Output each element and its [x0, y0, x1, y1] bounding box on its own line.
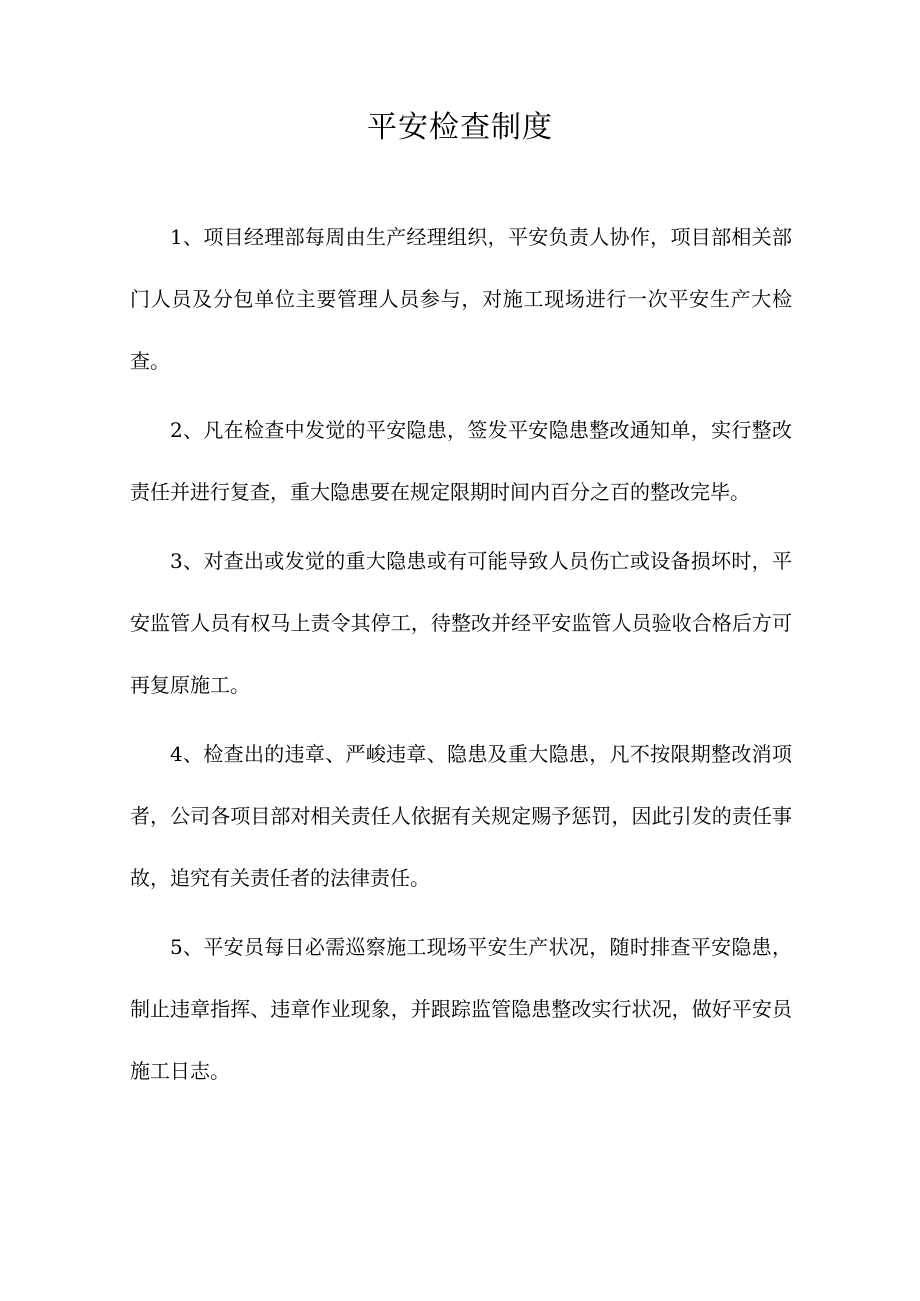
- paragraph-4: 4、检查出的违章、严峻违章、隐患及重大隐患，凡不按限期整改消项者，公司各项目部对相关责任人依据有关规定赐予惩罚，因此引发的责任事故，追究有关责任者的法律责任。: [130, 742, 792, 890]
- document-body: [130, 206, 792, 1109]
- paragraph-2: 2、凡在检查中发觉的平安隐患，签发平安隐患整改通知单，实行整改责任并进行复查，重大隐患要在规定限期时间内百分之百的整改完毕。: [130, 418, 792, 504]
- paragraph-5: 5、平安员每日必需巡察施工现场平安生产状况，随时排查平安隐患，制止违章指挥、违章作业现象，并跟踪监管隐患整改实行状况，做好平安员施工日志。: [130, 935, 792, 1083]
- paragraph-1: 1、项目经理部每周由生产经理组织，平安负责人协作，项目部相关部门人员及分包单位主要管理人员参与，对施工现场进行一次平安生产大检查。: [130, 225, 792, 373]
- document-title: 平安检查制度: [367, 110, 553, 145]
- paragraph-3: 3、对查出或发觉的重大隐患或有可能导致人员伤亡或设备损坏时，平安监管人员有权马上责令其停工，待整改并经平安监管人员验收合格后方可再复原施工。: [130, 549, 792, 697]
